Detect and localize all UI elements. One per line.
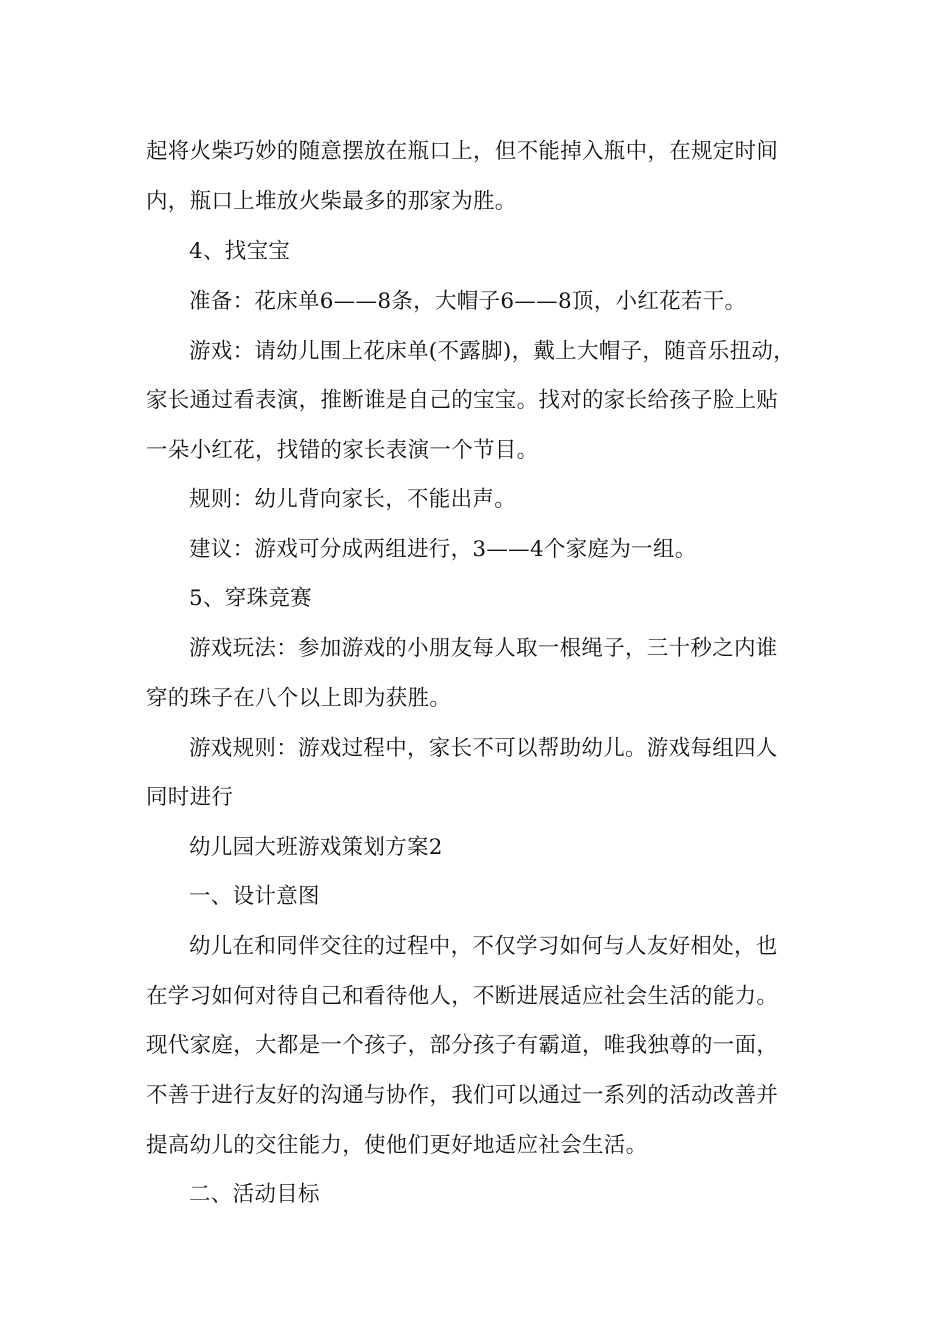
text-line: 穿的珠子在八个以上即为获胜。	[146, 686, 452, 711]
section-heading: 4、找宝宝	[189, 239, 291, 264]
text-line: 内，瓶口上堆放火柴最多的那家为胜。	[146, 189, 517, 214]
section-heading: 二、活动目标	[189, 1182, 320, 1207]
text-line: 建议：游戏可分成两组进行，3——4个家庭为一组。	[189, 537, 697, 562]
text-line: 在学习如何对待自己和看待他人，不断进展适应社会生活的能力。	[146, 984, 779, 1009]
section-heading: 一、设计意图	[189, 884, 320, 909]
text-line: 游戏玩法：参加游戏的小朋友每人取一根绳子，三十秒之内谁	[189, 636, 778, 661]
text-line: 起将火柴巧妙的随意摆放在瓶口上，但不能掉入瓶中，在规定时间	[146, 139, 779, 164]
section-heading: 5、穿珠竞赛	[189, 586, 312, 611]
text-line: 规则：幼儿背向家长，不能出声。	[189, 487, 517, 512]
text-line: 不善于进行友好的沟通与协作，我们可以通过一系列的活动改善并	[146, 1083, 779, 1108]
text-line: 同时进行	[146, 785, 234, 810]
text-line: 一朵小红花，找错的家长表演一个节目。	[146, 438, 539, 463]
text-line: 家长通过看表演，推断谁是自己的宝宝。找对的家长给孩子脸上贴	[146, 388, 779, 413]
text-line: 游戏：请幼儿围上花床单(不露脚)，戴上大帽子，随音乐扭动，	[189, 339, 795, 364]
text-line: 准备：花床单6——8条，大帽子6——8顶，小红花若干。	[189, 289, 747, 314]
text-line: 幼儿在和同伴交往的过程中，不仅学习如何与人友好相处，也	[189, 934, 778, 959]
text-line: 提高幼儿的交往能力，使他们更好地适应社会生活。	[146, 1133, 648, 1158]
text-line: 游戏规则：游戏过程中，家长不可以帮助幼儿。游戏每组四人	[189, 736, 778, 761]
document-title: 幼儿园大班游戏策划方案2	[189, 835, 443, 860]
text-line: 现代家庭，大都是一个孩子，部分孩子有霸道，唯我独尊的一面，	[146, 1033, 779, 1058]
